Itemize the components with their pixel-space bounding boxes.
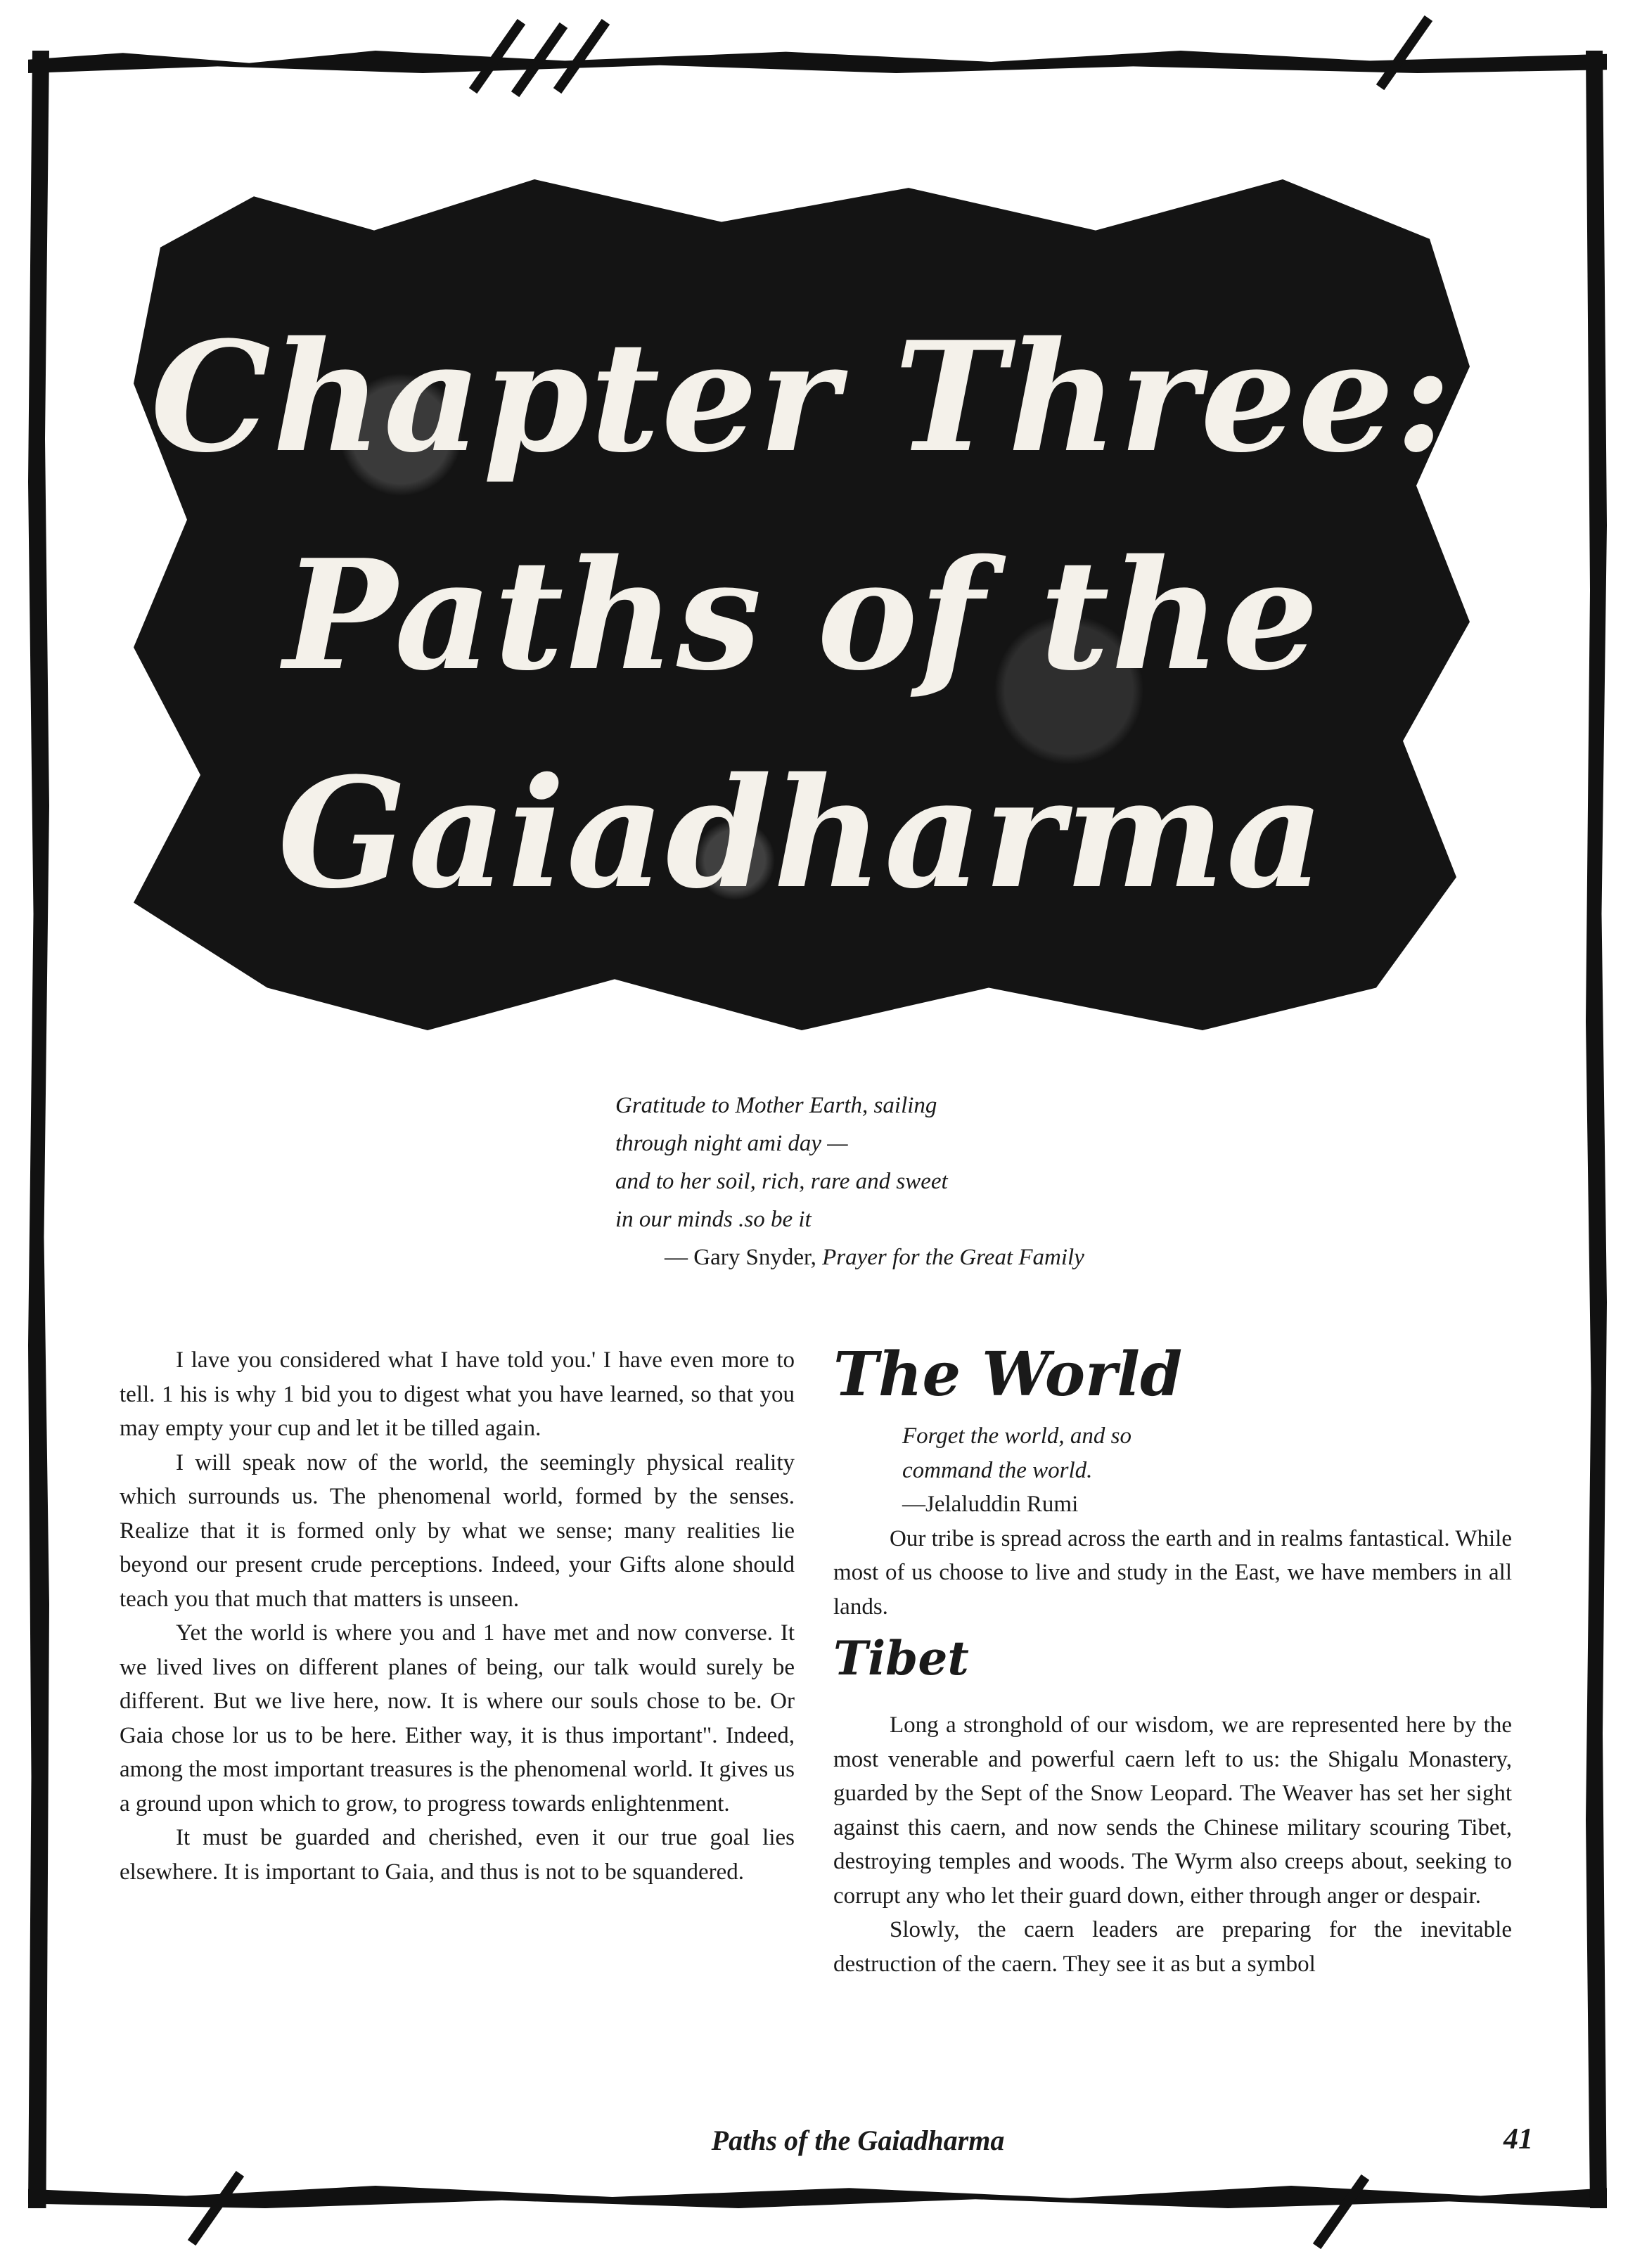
right-text-column [833, 1339, 1512, 1981]
epigraph-line: through night ami day — [615, 1131, 848, 1156]
border-slash-ornament [1376, 15, 1432, 90]
quote-line: Forget the world, and so [902, 1423, 1132, 1449]
epigraph-line: and to her soil, rich, rare and sweet [615, 1169, 948, 1194]
quote-line: command the world. [902, 1457, 1093, 1483]
body-paragraph: Our tribe is spread across the earth and in realms fantastical. While most of us choose to live and study in the East, we have members in all lands. [833, 1525, 1512, 1620]
epigraph-line: Gratitude to Mother Earth, sailing [615, 1093, 937, 1118]
page-number: 41 [1503, 2123, 1533, 2155]
epigraph-line: in our minds .so be it [615, 1207, 812, 1232]
body-paragraph: Long a stronghold of our wisdom, we are represented here by the most venerable and powerful caern left to us: the Shigalu Monastery, guarded by the Sept of the Snow Leopard. The Weaver has set her sight against this caern, and now sends the Chinese military scouring Tibet, destroying temples and woods. The Wyrm also creeps about, seeking to corrupt any who let their guard down, either through anger or despair. [833, 1712, 1512, 1909]
section-heading-the-world: The World [833, 1339, 1183, 1410]
page-border-top [28, 51, 1607, 73]
chapter-title-line: Chapter Three: [150, 308, 1453, 486]
epigraph-attribution [615, 1238, 1248, 1276]
epigraph [615, 1087, 1248, 1276]
body-paragraph: I will speak now of the world, the seemingly physical reality which surrounds us. The phenomenal world, formed by the senses. Realize that it is formed only by what we sense; many realities lie beyond our present crude perceptions. Indeed, your Gifts alone should teach you that much that matters is unseen. [120, 1449, 795, 1612]
epigraph-author: — Gary Snyder, [665, 1245, 823, 1270]
body-paragraph: Slowly, the caern leaders are preparing for the inevitable destruction of the caern. They see it as but a symbol [833, 1917, 1512, 1977]
body-paragraph: I lave you considered what I have told you.' I have even more to tell. 1 his is why 1 bid you to digest what you have learned, so that you may empty your cup and let it be tilled again. [120, 1347, 795, 1441]
body-paragraph: Yet the world is where you and 1 have met and now converse. It we lived lives on different planes of being, our talk would surely be different. But we live here, now. It is where our souls chose to be. Or Gaia chose lor us to be here. Either way, it is thus important". Indeed, among the most important treasures is the phenomenal world. It gives us a ground upon which to grow, to progress towards enlightenment. [120, 1620, 795, 1817]
chapter-title [134, 288, 1470, 942]
page-border-right [1586, 51, 1607, 2208]
running-footer-title: Paths of the Gaiadharma [711, 2125, 1005, 2156]
section-heading-tibet: Tibet [833, 1631, 969, 1686]
chapter-title-line: Gaiadharma [278, 744, 1326, 922]
border-slash-ornament [188, 2171, 244, 2245]
page-border-left [28, 51, 49, 2208]
body-paragraph: It must be guarded and cherished, even it our true goal lies elsewhere. It is important to Gaia, and thus is not to be squandered. [120, 1825, 795, 1885]
page-border-bottom [28, 2186, 1607, 2208]
chapter-title-line: Paths of the [283, 526, 1320, 704]
left-text-column [120, 1343, 795, 1889]
border-slash-ornament [1313, 2174, 1369, 2249]
epigraph-work: Prayer for the Great Family [822, 1245, 1084, 1270]
quote-attribution: —Jelaluddin Rumi [902, 1492, 1079, 1517]
